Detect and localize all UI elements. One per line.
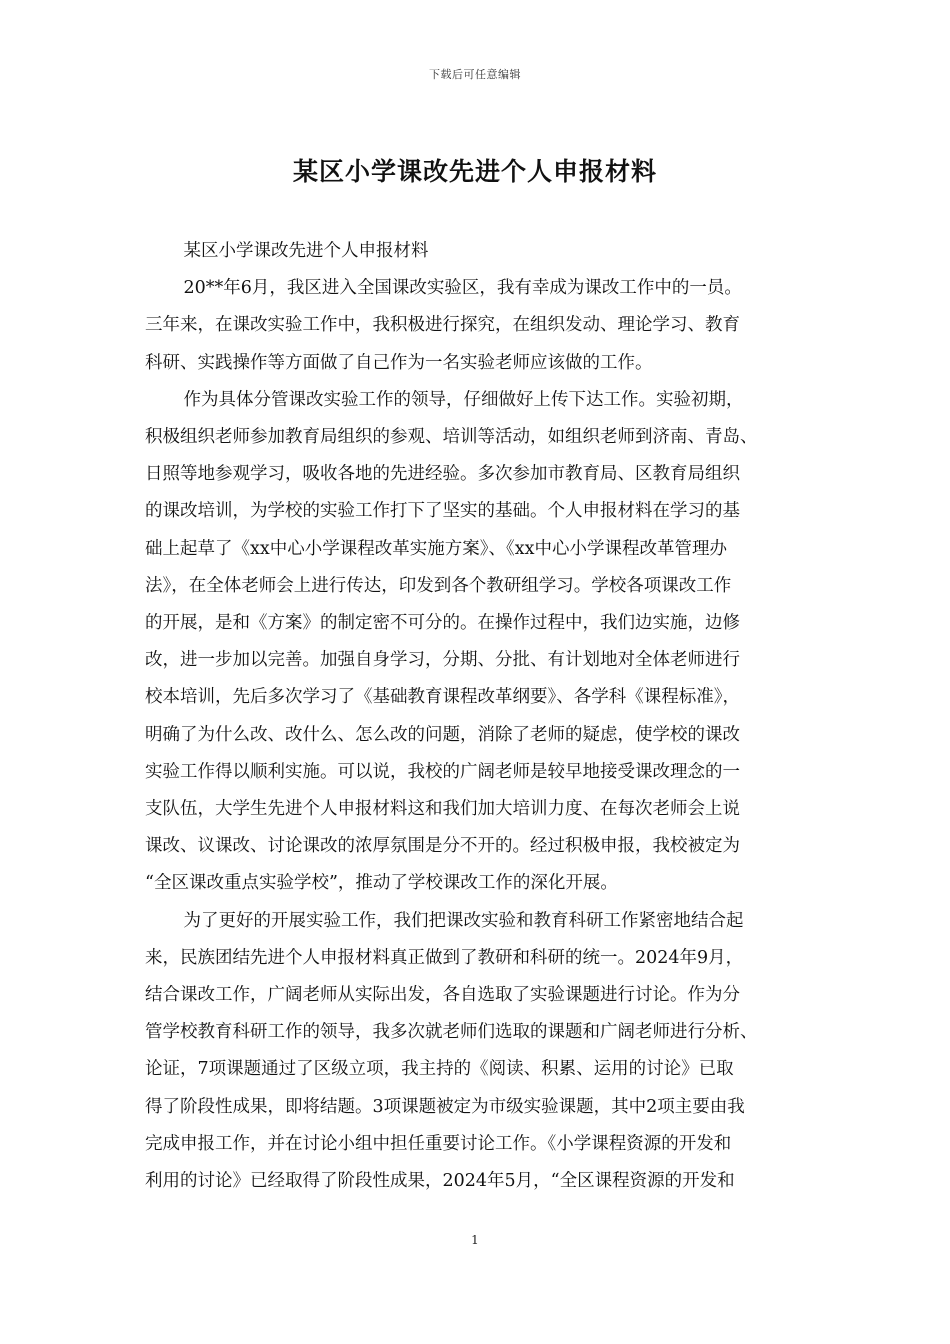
paragraph-1: 20**年6月，我区进入全国课改实验区，我有幸成为课改工作中的一员。 三年来，在课改实验工作中，我积极进行探究，在组织发动、理论学习、教育 科研、实践操作等方面做了自己作为一名实验老师应该做的工作。: [145, 278, 742, 373]
document-body: [145, 233, 805, 1200]
paragraph-2: 作为具体分管课改实验工作的领导，仔细做好上传下达工作。实验初期， 积极组织老师参加教育局组织的参观、培训等活动，如组织老师到济南、青岛、 日照等地参观学习，吸收各地的先进经验。多次参加市教育局、区教育局组织 的课改培训，为学校的实验工作打下了坚实的基础。个人申报材料在学习的基 础上起草了《xx中心小学课程改革实施方案》、《xx中心小学课程改革管理办 法》，在全体老师会上进行传达，印发到各个教研组学习。学校各项课改工作 的开展，是和《方案》的制定密不可分的。在操作过程中，我们边实施，边修 改，进一步加以完善。加强自身学习，分期、分批、有计划地对全体老师进行 校本培训，先后多次学习了《基础教育课程改革纲要》、各学科《课程标准》， 明确了为什么改、改什么、怎么改的问题，消除了老师的疑虑，使学校的课改 实验工作得以顺利实施。可以说，我校的广阔老师是较早地接受课改理念的一 支队伍，大学生先进个人申报材料这和我们加大培训力度、在每次老师会上说 课改、议课改、讨论课改的浓厚氛围是分不开的。经过积极申报，我校被定为 “全区课改重点实验学校”，推动了学校课改工作的深化开展。: [145, 389, 758, 894]
paragraph-subtitle: 某区小学课改先进个人申报材料: [183, 241, 429, 261]
page-number: 1: [471, 1233, 479, 1247]
document-title: 某区小学课改先进个人申报材料: [292, 157, 657, 186]
page-header-note: 下载后可任意编辑: [429, 68, 521, 81]
paragraph-3: 为了更好的开展实验工作，我们把课改实验和教育科研工作紧密地结合起 来，民族团结先进个人申报材料真正做到了教研和科研的统一。2024年9月， 结合课改工作，广阔老师从实际出发，各自选取了实验课题进行讨论。作为分 管学校教育科研工作的领导，我多次就老师们选取的课题和广阔老师进行分析、 论证，7项课题通过了区级立项，我主持的《阅读、积累、运用的讨论》已取 得了阶段性成果，即将结题。3项课题被定为市级实验课题，其中2项主要由我 完成申报工作，并在讨论小组中担任重要讨论工作。《小学课程资源的开发和 利用的讨论》已经取得了阶段性成果，2024年5月，“全区课程资源的开发和: [145, 910, 758, 1192]
